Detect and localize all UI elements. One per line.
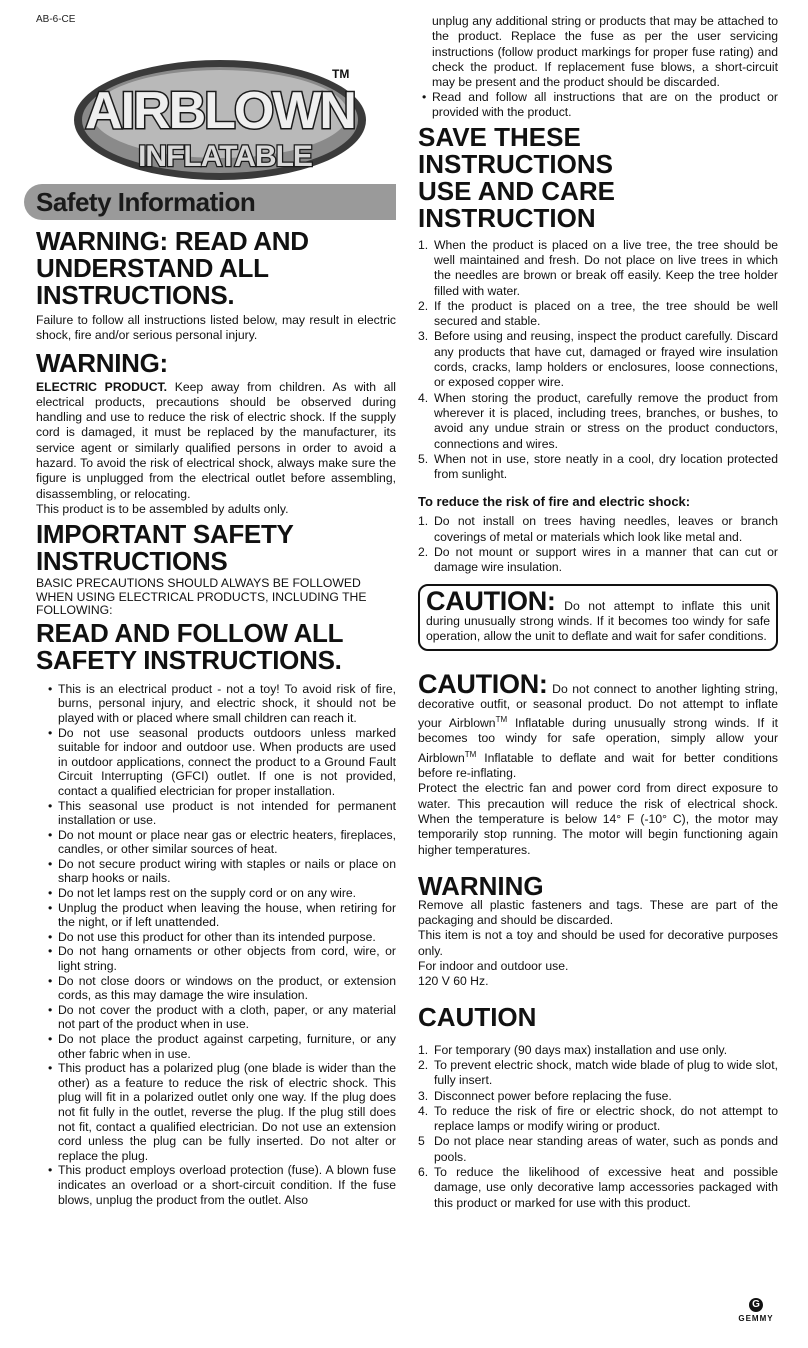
adults-paragraph: This product is to be assembled by adults only. [36,501,289,516]
caution-connect-label: CAUTION: [418,668,548,699]
save-instructions-heading: SAVE THESE INSTRUCTIONS [418,121,613,179]
caution-heading: CAUTION [418,1001,537,1032]
right-column [418,14,778,1211]
warning-heading: WARNING: [36,347,168,378]
list-item: • Do not cover the product with a cloth, paper, or any material not part of the product when in use. [50,1003,396,1032]
list-item: 3. Before using and reusing, inspect the product carefully. Discard any products that have cut, damaged or frayed wire insulation cords, cracks, lamp holders or enclosures, loose connections, or exposed copper wire. [418,329,778,390]
caution-wind-label: CAUTION: [426,585,556,616]
gemmy-brand [736,1298,776,1323]
warning-line: This item is not a toy and should be used for decorative purposes only. [418,928,778,958]
list-item: • This product employs overload protection (fuse). A blown fuse indicates an overload or a short-circuit condition. If the fuse blows, unplug the product from the outlet. Also [50,1163,396,1207]
list-item: • This seasonal use product is not intended for permanent installation or use. [50,799,396,828]
caution-connect-text: CAUTION: Do not connect to another lighting string, decorative outfit, or seasonal product. Do not attempt to inflate your Airblown™ Inflatable during unusually strong winds. If it becomes too windy for safe operation, simply allow your Airblown™ Inflatable to deflate and wait for better conditions before re-inflating. [418,668,778,781]
list-item: • Do not hang ornaments or other objects from cord, wire, or light string. [50,944,396,973]
list-item: 6. To reduce the likelihood of excessive heat and possible damage, use only decorative lamp accessories packaged with this product or marked for use with this product. [418,1165,778,1210]
list-item: • This is an electrical product - not a toy! To avoid risk of fire, burns, personal injury, and electric shock, it should not be played with or placed where small children can reach it. [50,682,396,726]
read-follow-heading: READ AND FOLLOW ALL SAFETY INSTRUCTIONS. [36,617,343,675]
section-title-bar: Safety Information [24,184,396,220]
logo-word-airblown: AIRBLOWN [85,82,355,140]
list-item: 1. Do not install on trees having needles, leaves or branch coverings of metal or materials which look like metal and. [418,514,778,544]
list-item: • Do not secure product wiring with staples or nails or place on sharp hooks or nails. [50,857,396,886]
list-item: • Do not use this product for other than its intended purpose. [50,930,396,945]
important-heading: IMPORTANT SAFETY INSTRUCTIONS [36,519,294,577]
document-code: AB-6-CE [36,14,76,25]
failure-paragraph: Failure to follow all instructions listed below, may result in electric shock, fire and/or serious personal injury. [36,313,396,343]
basic-precautions: BASIC PRECAUTIONS SHOULD ALWAYS BE FOLLOWED WHEN USING ELECTRICAL PRODUCTS, INCLUDING THE FOLLOWING: [36,576,367,618]
list-item: • Do not close doors or windows on the product, or extension cords, as this may damage the wire insulation. [50,974,396,1003]
read-instructions-bullet [418,90,778,119]
gemmy-name: GEMMY [738,1314,774,1323]
warning-heading-right: WARNING [418,870,544,901]
list-item: 1. When the product is placed on a live tree, the tree should be well maintained and fresh. Do not place on live trees in which the needles are brown or break off easily. Keep the tree holder filled with water. [418,237,778,298]
safety-bullet-list [36,682,396,1207]
list-item: 2. Do not mount or support wires in a manner that can cut or damage wire insulation. [418,545,778,575]
electric-product-lead: ELECTRIC PRODUCT. [36,379,167,394]
warning-line: For indoor and outdoor use. [418,959,569,974]
list-item: 4. To reduce the risk of fire or electric shock, do not attempt to replace lamps or modify wiring or product. [418,1103,778,1134]
list-item: • Do not place the product against carpeting, furniture, or any other fabric when in use. [50,1032,396,1061]
list-item: • Unplug the product when leaving the house, when retiring for the night, or if left unattended. [50,901,396,930]
list-item: 2. To prevent electric shock, match wide blade of plug to wide slot, fully insert. [418,1057,778,1088]
airblown-logo [70,48,370,188]
gemmy-logo-icon: G [749,1298,763,1312]
list-item: • Do not mount or place near gas or electric heaters, fireplaces, candles, or other similar sources of heat. [50,828,396,857]
list-item: • Read and follow all instructions that are on the product or provided with the product. [424,90,778,119]
use-care-list [418,238,778,483]
list-item: 4. When storing the product, carefully remove the product from wherever it is placed, including trees, branches, or bushes, to avoid any undue strain or stress on the product conductors, connections and wires. [418,390,778,451]
caution-list [418,1043,778,1211]
list-item: 2. If the product is placed on a tree, the tree should be well secured and stable. [418,298,778,329]
caution-wind-text: CAUTION: Do not attempt to inflate this unit during unusually strong winds. If it becomes too windy for safe operation, allow the unit to deflate and wait for safer conditions. [426,585,770,644]
left-column [24,228,396,1207]
use-care-heading: USE AND CARE INSTRUCTION [418,175,615,233]
list-item: 1. For temporary (90 days max) installation and use only. [418,1042,728,1057]
warning-read-heading: WARNING: READ AND UNDERSTAND ALL INSTRUCTIONS. [36,226,309,310]
electric-product-paragraph [36,380,396,502]
list-item: • Do not use seasonal products outdoors unless marked suitable for indoor and outdoor use. When products are used in outdoor applications, connect the product to a Ground Fault Circuit Interrupting (GFCI) outlet. If one is not provided, contact a qualified electrician for proper installation. [50,726,396,799]
fire-shock-list [418,514,778,575]
list-item: • Do not let lamps rest on the supply cord or on any wire. [50,886,396,901]
fire-shock-subheading: To reduce the risk of fire and electric shock: [418,494,691,510]
list-item: 3. Disconnect power before replacing the fuse. [418,1088,672,1103]
protect-paragraph: Protect the electric fan and power cord from direct exposure to water. This precaution will reduce the risk of electrical shock. When the temperature is below 14° F (-10° C), the motor may temporarily stop running. The motor will begin functioning again higher temperatures. [418,781,778,857]
electric-product-body: Keep away from children. As with all electrical products, precautions should be observed during handling and use to reduce the risk of electric shock. If the supply cord is damaged, it must be replaced by the manufacturer, its service agent or similarly qualified persons in order to avoid a hazard. To avoid the risk of electrical shock, always make sure the figure is unplugged from the electrical outlet before assembling, disassembling, or relocating. [36,379,396,501]
list-item: • This product has a polarized plug (one blade is wider than the other) as a feature to reduce the risk of electric shock. This plug will fit in a polarized outlet only one way. If the plug does not fit fully in the outlet, reverse the plug. If the plug still does not fit, contact a qualified electrician. Do not use an extension cord unless the plug can be fully inserted. Do not alter or replace the plug. [50,1061,396,1163]
logo-tm: TM [332,67,350,81]
caution-wind-box [418,584,778,651]
logo-word-inflatable: INFLATABLE [138,140,312,173]
fuse-continuation: unplug any additional string or products that may be attached to the product. Replace the fuse as per the user servicing instructions (follow product markings for proper fuse rating) and check the product. If replacement fuse blows, a short-circuit may be present and the product should be discarded. [432,14,778,90]
list-item: 5 Do not place near standing areas of water, such as ponds and pools. [418,1134,778,1164]
warning-line: 120 V 60 Hz. [418,974,489,989]
warning-line: Remove all plastic fasteners and tags. These are part of the packaging and should be discarded. [418,897,778,928]
list-item: 5. When not in use, store neatly in a cool, dry location protected from sunlight. [418,451,778,482]
